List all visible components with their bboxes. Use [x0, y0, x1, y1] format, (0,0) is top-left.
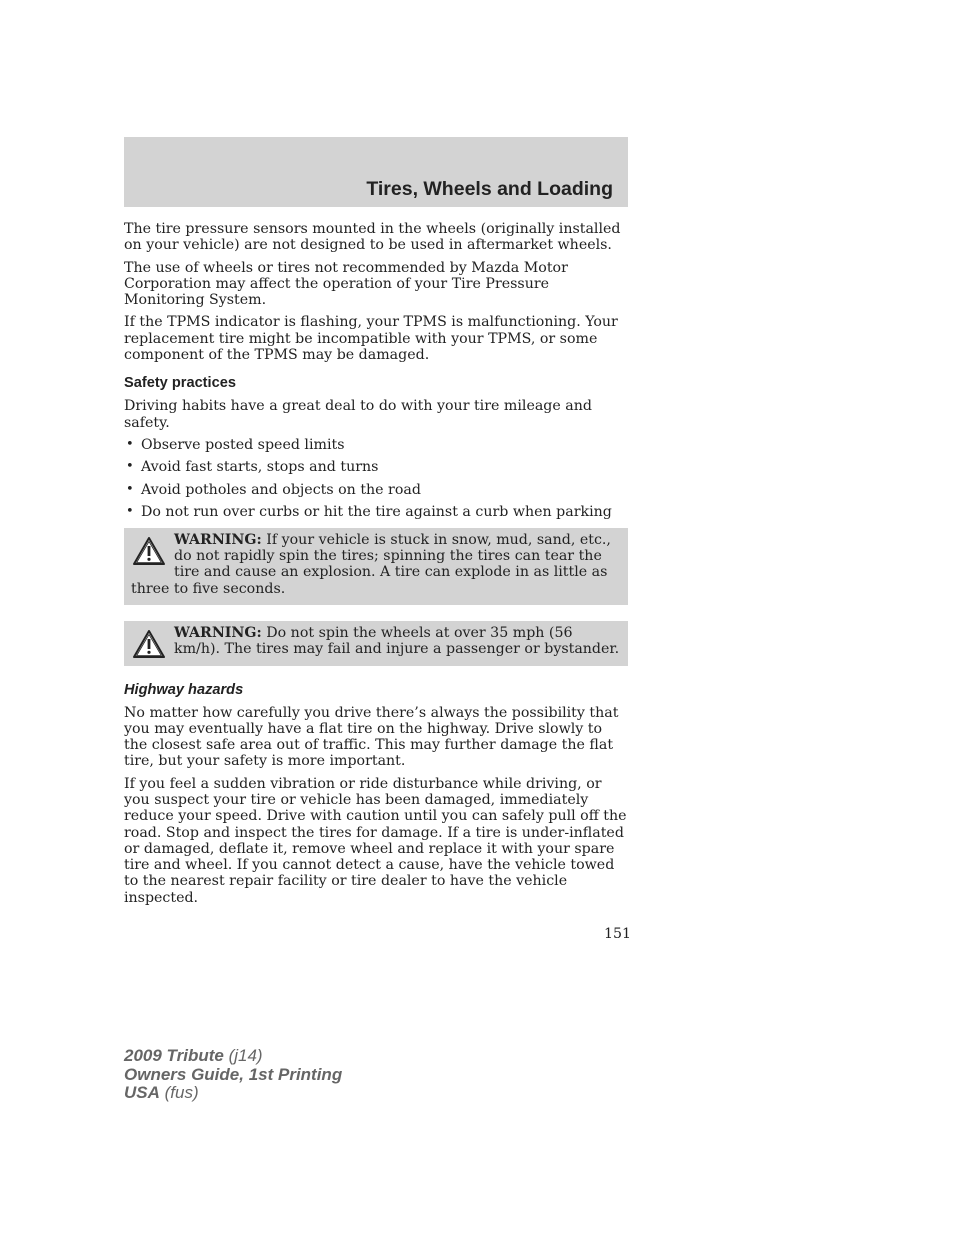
list-item — [124, 437, 628, 453]
section-header-band — [124, 137, 628, 207]
highway-hazards-heading: Highway hazards — [124, 681, 244, 698]
footer-line-1 — [124, 1047, 342, 1066]
safety-intro: Driving habits have a great deal to do with your tire mileage and safety. — [124, 398, 592, 431]
intro-paragraph-1: The tire pressure sensors mounted in the wheels (originally installed on your vehicle) are not designed to be used in aftermarket wheels. — [124, 221, 621, 254]
intro-paragraph-3: If the TPMS indicator is flashing, your TPMS is malfunctioning. Your replacement tire might be incompatible with your TPMS, or some component of the TPMS may be damaged. — [124, 314, 618, 364]
list-item — [124, 482, 628, 498]
highway-paragraph-1: No matter how carefully you drive there’s always the possibility that you may eventually have a flat tire on the highway. Drive slowly to the closest safe area out of traffic. This may further damage the flat tire, but your safety is more important. — [124, 704, 619, 770]
bullet-text: Avoid fast starts, stops and turns — [141, 459, 379, 476]
warning-body: If your vehicle is stuck in snow, mud, sand, etc., do not rapidly spin the tires; spinning the tires can tear the tire and cause an explosion. A tire can explode in as little as three to five seconds. — [131, 531, 611, 597]
page-content — [124, 221, 628, 912]
warning-triangle-icon — [132, 629, 166, 659]
footer-printing: Owners Guide, 1st Printing — [124, 1064, 343, 1084]
list-item — [124, 504, 628, 520]
bullet-text: Observe posted speed limits — [141, 436, 345, 453]
bullet-text: Do not run over curbs or hit the tire against a curb when parking — [141, 504, 612, 521]
section-title: Tires, Wheels and Loading — [366, 178, 613, 200]
footer-line-3 — [124, 1084, 342, 1103]
footer-market: USA — [124, 1083, 160, 1102]
bullet-glyph: • — [126, 436, 134, 452]
warning-box-2 — [124, 621, 628, 666]
footer-market-code: (fus) — [159, 1083, 199, 1102]
footer-model: 2009 Tribute — [124, 1046, 224, 1065]
bullet-text: Avoid potholes and objects on the road — [141, 481, 421, 498]
document-footer — [124, 1047, 342, 1103]
safety-bullet-list — [124, 437, 628, 521]
bullet-glyph: • — [126, 459, 134, 475]
list-item — [124, 459, 628, 475]
page-number: 151 — [604, 926, 632, 942]
warning-label: WARNING: — [174, 531, 262, 548]
warning-text-1 — [131, 532, 621, 597]
bullet-glyph: • — [126, 504, 134, 520]
warning-body: Do not spin the wheels at over 35 mph (56 km/h). The tires may fail and injure a passenger or bystander. — [174, 624, 620, 658]
safety-practices-heading: Safety practices — [124, 375, 236, 392]
warning-box-1 — [124, 528, 628, 605]
highway-paragraph-2: If you feel a sudden vibration or ride disturbance while driving, or you suspect your tire or vehicle has been damaged, immediately reduce your speed. Drive with caution until you can safely pull off the road. Stop and inspect the tires for damage. If a tire is under-inflated or damaged, deflate it, remove wheel and replace it with your spare tire and wheel. If you cannot detect a cause, have the vehicle towed to the nearest repair facility or tire dealer to have the vehicle inspected. — [124, 775, 627, 906]
warning-text-2 — [131, 625, 621, 658]
warning-label: WARNING: — [174, 624, 262, 641]
warning-triangle-icon — [132, 536, 166, 566]
bullet-glyph: • — [126, 481, 134, 497]
footer-model-code: (j14) — [223, 1046, 263, 1065]
intro-paragraph-2: The use of wheels or tires not recommended by Mazda Motor Corporation may affect the operation of your Tire Pressure Monitoring System. — [124, 259, 568, 309]
footer-line-2 — [124, 1066, 342, 1085]
